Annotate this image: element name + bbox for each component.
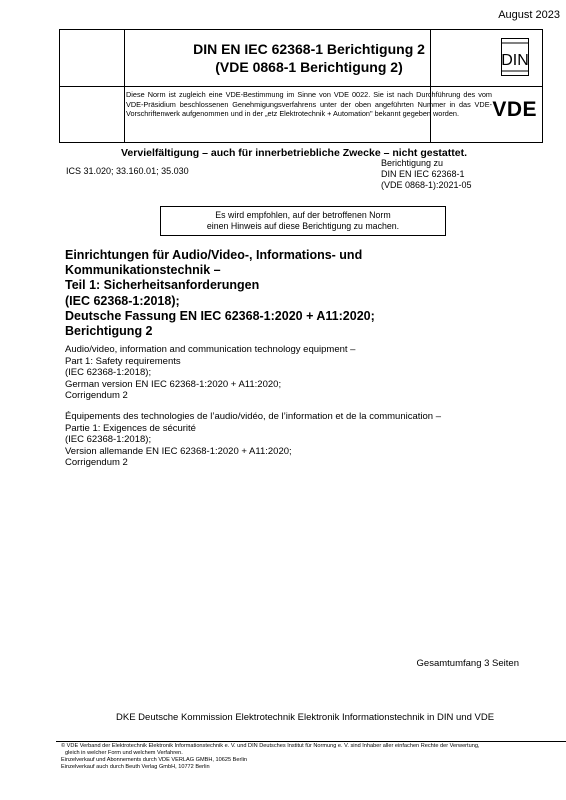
vde-number: (VDE 0868-1 Berichtigung 2) <box>215 59 403 75</box>
copyright-footer: © VDE Verband der Elektrotechnik Elektronik Informationstechnik e. V. und DIN Deutsches Institut für Normung e. V. sind Inhaber aller einfachen Rechte der Verwertung, gleich in welcher Form und welchem Verfahren. Einzelverkauf und Abonnements durch VDE VERLAG GMBH, 10625 Berlin Einzelverkauf auch durch Beuth Verlag GmbH, 10772 Berlin <box>61 743 480 770</box>
vde-logo: VDE <box>492 98 537 121</box>
english-title: Audio/video, information and communication technology equipment – Part 1: Safety requirements (IEC 62368-1:2018); German version EN IEC 62368-1:2020 + A11:2020; Corrigendum 2 <box>65 344 356 402</box>
corrigendum-reference: Berichtigung zu DIN EN IEC 62368-1 (VDE 0868-1):2021-05 <box>381 158 472 190</box>
dke-line: DKE Deutsche Kommission Elektrotechnik Elektronik Informationstechnik in DIN und VDE <box>116 712 495 723</box>
french-title: Équipements des technologies de l’audio/vidéo, de l’information et de la communication – Partie 1: Exigences de sécurité (IEC 62368-1:2018); Version allemande EN IEC 62368-1:2020 + A11:2020; Corrigendum 2 <box>65 411 442 469</box>
footer-divider <box>56 741 566 742</box>
standard-number: DIN EN IEC 62368-1 Berichtigung 2 <box>193 41 425 57</box>
header-box <box>59 29 543 143</box>
total-pages: Gesamtumfang 3 Seiten <box>416 658 519 669</box>
divider <box>60 86 542 87</box>
german-title: Einrichtungen für Audio/Video-, Informations- und Kommunikationstechnik – Teil 1: Sicherheitsanforderungen (IEC 62368-1:2018); Deutsche Fassung EN IEC 62368-1:2020 + A11:2020; Berichtigung 2 <box>65 248 375 339</box>
din-logo <box>501 38 529 76</box>
copy-notice: Vervielfältigung – auch für innerbetriebliche Zwecke – nicht gestattet. <box>121 147 468 159</box>
ics-codes: ICS 31.020; 33.160.01; 35.030 <box>66 166 189 176</box>
document-date: August 2023 <box>498 9 560 21</box>
standard-title <box>124 30 494 86</box>
recommendation-box: Es wird empfohlen, auf der betroffenen Norm einen Hinweis auf diese Berichtigung zu machen. <box>160 206 446 236</box>
vde-note: Diese Norm ist zugleich eine VDE-Bestimmung im Sinne von VDE 0022. Sie ist nach Durchführung des vom VDE-Präsidium beschlossenen Genehmigungsverfahrens unter der oben angeführten Nummer in das VDE-Vorschriftenwerk aufgenommen und in der „etz Elektrotechnik + Automation" bekannt gegeben worden. <box>126 90 492 118</box>
svg-text:DIN: DIN <box>501 52 529 69</box>
